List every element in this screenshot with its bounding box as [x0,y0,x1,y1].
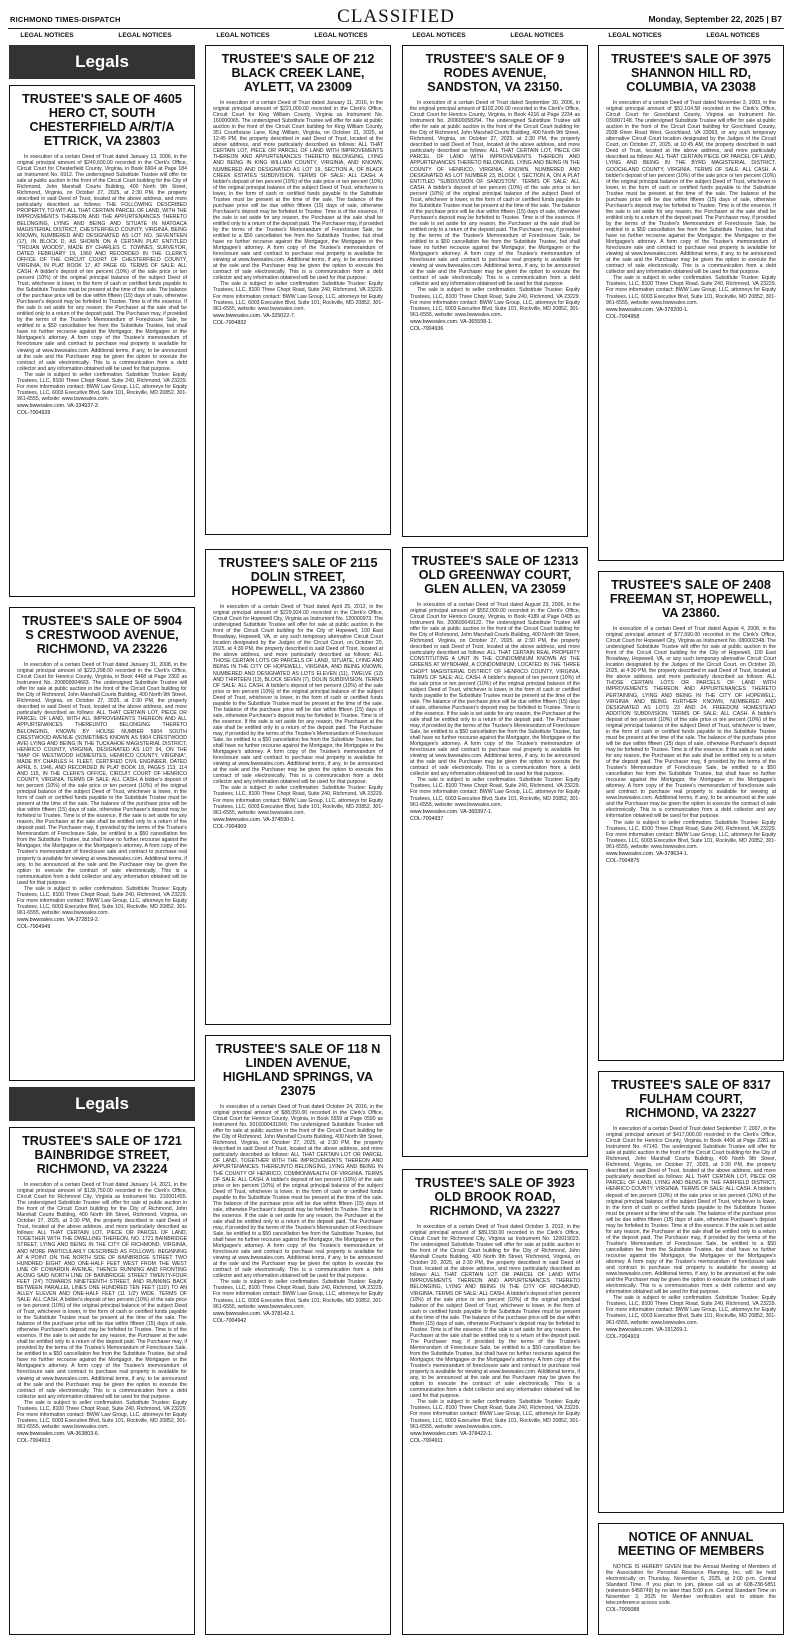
notice-body: In execution of a certain Deed of Trust dated January 31, 2008, in the original principal amount of $223,298.00 recorded in the Clerk's Office, Circuit Court for Henrico County, Virginia, in Book 4468 at Page 2302 as Instrument No. 200800004663. The undersigned Substitute Trustee will offer for sale at public auction in the front of the Circuit Court building for the City of Richmond, John Marshall Courts Building, 400 North 9th Street, Richmond, Virginia, on October 27, 2025, at 2:30 PM, the property described in said Deed of Trust, located at the above address, and more particularly described as follows: ALL THAT CERTAIN LOT, PIECE OR PARCEL OF LAND, WITH ALL IMPROVEMENTS THEREON AND ALL APPURTENANCES THEREUNTO BELONGING THERETO BELONGING, KNOWN BY HOUSE NUMBER 5904 SOUTH CRESTWOOD AVENUE (SOMETIMES KNOWN AS 5904 CRESTWOOD AVE) LYING AND BEING IN THE TUCKAHOE MAGISTERIAL DISTRICT, HENRICO COUNTY, VIRGINIA, DESIGNATED AS LOT 94, ON THE "MAP OF WESTWOOD HOMESITES, HENRICO COUNTY, VIRGINIA", MADE BY CHARLES H. FLEET, CERTIFIED CIVIL ENGINEER, DATED APRIL 5, 1946, AND RECORDED IN PLAT BOOK 18, PAGES 113, 114 AND 115, IN THE CLERK'S OFFICE, CIRCUIT COURT OF HENRICO COUNTY, VIRGINIA. TERMS OF SALE: ALL CASH. A bidder's deposit of ten percent (10%) of the sale price or ten percent (10%) of the original principal balance of the subject Deed of Trust, whichever is lower, in the form of cash or certified funds payable to the Substitute Trustee must be present at the time of the sale. The balance of the purchase price will be due within fifteen (15) days of sale, otherwise Purchaser's deposit may be forfeited to Trustee. Time is of the essence. If the sale is set aside for any reason, the Purchaser at the sale shall be entitled only to a return of the deposit paid. The Purchaser may, if provided by the terms of the Trustee's Memorandum of Foreclosure Sale, be entitled to a $50 cancellation fee from the Substitute Trustee, but shall have no further recourse against the Mortgagor, the Mortgagee or the Mortgagee's attorney. A form copy of the Trustee's memorandum of foreclosure sale and contract to purchase real property is available for viewing at www.bwwsales.com. Additional terms, if any, to be announced at the sale and the Purchaser may be given the option to execute the contract of sale electronically. This is a communication from a debt collector and any information obtained will be used for that purpose. [17,662,187,886]
notice-ref: www.bwwsales.com. VA-325022-7. [213,312,296,319]
legals-header: Legals [9,45,195,79]
notice-boilerplate: The sale is subject to seller confirmation. Substitute Trustee: Equity Trustees, LLC, 8100 Three Chopt Road, Suite 240, Richmond, VA 23229. For more information contact: BWW Law Group, LLC, attorneys for Equity Trustees, LLC, 6003 Executive Blvd, Suite 101, Rockville, MD 20852, 301-961-6555, website: www.bwwsales.com. [17,1399,187,1430]
notice-boilerplate: The sale is subject to seller confirmation. Substitute Trustee: Equity Trustees, LLC, 8100 Three Chopt Road, Suite 240, Richmond, VA 23229. For more information contact: BWW Law Group, LLC, attorneys for Equity Trustees, LLC, 6003 Executive Blvd, Suite 101, Rockville, MD 20852, 301-961-6555, website: www.bwwsales.com. [410,1399,580,1430]
notice-body: NOTICE IS HEREBY GIVEN that the Annual Meeting of Members of the Association for Personal Resource Planning, Inc. will be held electronically on Thursday, November 6, 2025, at 2:00 p.m. Central Standard Time. If you plan to join, please call us at 608-238-5851 (extension 6458749) by no later than 5:00 p.m. Central Standard Time on November 3, 2025 for Member verification and to obtain the teleconference access code. [606,1564,776,1607]
notice-title: TRUSTEE'S SALE OF 3975 SHANNON HILL RD, COLUMBIA, VA 23038 [611,52,771,94]
legal-notices-label: LEGAL NOTICES [20,32,74,39]
notice-title: NOTICE OF ANNUAL MEETING OF MEMBERS [617,1530,765,1558]
notice-body: In execution of a certain Deed of Trust dated April 25, 2012, in the original principal amount of $229,924.00 recorded in the Clerk's Office, Circuit Court for Hopewell City, Virginia as Instrument No. 120000973. The undersigned Substitute Trustee will offer for sale at public auction in the front of the Circuit Court building for the City of Hopewell, 100 East Broadway, Hopewell, VA, or any such temporary alternative Circuit Court location designated by the Judges of the Circuit Court, on October 20, 2025, at 4:30 PM, the property described in said Deed of Trust, located at the above address, and more particularly described as follows: ALL THOSE CERTAIN LOTS OR PARCELS OF LAND, SITUATE, LYING AND BEING IN THE CITY OF HOPEWELL, VIRGINIA, AND BEING KNOWN, NUMBERED AND DESIGNATED AS LOTS ELEVEN (11), TWELVE (12) AND THIRTEEN (13), BLOCK SEVEN (7), DOLIN SUBDIVISION. TERMS OF SALE: ALL CASH. A bidder's deposit of ten percent (10%) of the sale price or ten percent (10%) of the original principal balance of the subject Deed of Trust, whichever is lower, in the form of cash or certified funds payable to the Substitute Trustee must be present at the time of the sale. The balance of the purchase price will be due within fifteen (15) days of sale, otherwise Purchaser's deposit may be forfeited to Trustee. Time is of the essence. If the sale is set aside for any reason, the Purchaser at the sale shall be entitled only to a return of the deposit paid. The Purchaser may, if provided by the terms of the Trustee's Memorandum of Foreclosure Sale, be entitled to a $50 cancellation fee from the Substitute Trustee, but shall have no further recourse against the Mortgagor, the Mortgagee or the Mortgagee's attorney. A form copy of the Trustee's memorandum of foreclosure sale and contract to purchase real property is available for viewing at www.bwwsales.com. Additional terms, if any, to be announced at the sale and the Purchaser may be given the option to execute the contract of sale electronically. This is a communication from a debt collector and any information obtained will be used for that purpose. [213,604,383,786]
notice-title: TRUSTEE'S SALE OF 212 BLACK CREEK LANE, AYLETT, VA 23009 [221,52,375,94]
notice-title: TRUSTEE'S SALE OF 2115 DOLIN STREET, HOPEWELL, VA 23860 [218,556,378,598]
legal-notice [205,549,391,1025]
notice-col-id: COL-7004911 [410,1437,443,1444]
notice-col-id: COL-7004928 [17,409,51,416]
notice-col-id: COL-7004832 [213,319,247,326]
notice-ref: www.bwwsales.com. VA-374590-1. [213,816,296,823]
legal-notice [598,1071,784,1513]
notice-body: In execution of a certain Deed of Trust dated November 3, 2003, in the original principal amount of $52,104.58 recorded in the Clerk's Office, Circuit Court for Goochland County, Virginia as Instrument No. 030007148. The undersigned Substitute Trustee will offer for sale at public auction in the front of the Circuit Court building for Goochland County, 2938 River Road West, Goochland, VA 23063, or any such temporary alternative Circuit Court location designated by the Judges of the Circuit Court, on October 27, 2025, at 10:45 AM, the property described in said Deed of Trust, located at the above address, and more particularly described as follows: ALL THAT CERTAIN PIECE OR PARCEL OF LAND, LYING AND BEING IN THE BYRD MAGISTERIAL DISTRICT, GOOCHLAND COUNTY, VIRGINIA. TERMS OF SALE: ALL CASH. A bidder's deposit of ten percent (10%) of the sale price or ten percent (10%) of the original principal balance of the subject Deed of Trust, whichever is lower, in the form of cash or certified funds payable to the Substitute Trustee must be present at the time of the sale. The balance of the purchase price will be due within fifteen (15) days of sale, otherwise Purchaser's deposit may be forfeited to Trustee. Time is of the essence. If the sale is set aside for any reason, the Purchaser at the sale shall be entitled only to a return of the deposit paid. The Purchaser may, if provided by the terms of the Trustee's Memorandum of Foreclosure Sale, be entitled to a $50 cancellation fee from the Substitute Trustee, but shall have no further recourse against the Mortgagor, the Mortgagee or the Mortgagee's attorney. A form copy of the Trustee's memorandum of foreclosure sale and contract to purchase real property is available for viewing at www.bwwsales.com. Additional terms, if any, to be announced at the sale and the Purchaser may be given the option to execute the contract of sale electronically. This is a communication from a debt collector and any information obtained will be used for that purpose. [606,100,776,276]
notice-title: TRUSTEE'S SALE OF 3923 OLD BROOK ROAD, RICHMOND, VA 23227 [415,1176,575,1218]
legal-notice [9,607,195,1081]
notice-body: In execution of a certain Deed of Trust dated August 4, 2008, in the original principal amount of $77,690.00 recorded in the Clerk's Office, Circuit Court for Hopewell City, Virginia as Instrument No. 080002348. The undersigned Substitute Trustee will offer for sale at public auction in the front of the Circuit Court building for the City of Hopewell, 100 East Broadway, Hopewell, VA, or any such temporary alternative Circuit Court location designated by the Judges of the Circuit Court, on October 20, 2025, at 4:30 PM, the property described in said Deed of Trust, located at the above address, and more particularly described as follows: ALL THOSE CERTAIN LOTS OR PARCELS OF LAND WITH IMPROVEMENTS THEREON AND APPURTENANCES THERETO PERTAINING, LYING AND BEING IN THE CITY OF HOPEWELL, VIRGINIA AND BEING FURTHER KNOWN, NUMBERED AND DESIGNATED AS LOTS 23 AND 24, FREEDOM HOMESTEAD ADDITION SUBDIVISION. TERMS OF SALE: ALL CASH. A bidder's deposit of ten percent (10%) of the sale price or ten percent (10%) of the original principal balance of the subject Deed of Trust, whichever is lower, in the form of cash or certified funds payable to the Substitute Trustee must be present at the time of the sale. The balance of the purchase price will be due within fifteen (15) days of sale, otherwise Purchaser's deposit may be forfeited to Trustee. Time is of the essence. If the sale is set aside for any reason, the Purchaser at the sale shall be entitled only to a return of the deposit paid. The Purchaser may, if provided by the terms of the Trustee's Memorandum of Foreclosure Sale, be entitled to a $50 cancellation fee from the Substitute Trustee, but shall have no further recourse against the Mortgagor, the Mortgagee or the Mortgagee's attorney. A form copy of the Trustee's memorandum of foreclosure sale and contract to purchase real property is available for viewing at www.bwwsales.com. Additional terms, if any, to be announced at the sale and the Purchaser may be given the option to execute the contract of sale electronically. This is a communication from a debt collector and any information obtained will be used for that purpose. [606,626,776,820]
notice-body: In execution of a certain Deed of Trust dated September 7, 2007, in the original principal amount of $417,000.00 recorded in the Clerk's Office, Circuit Court for Henrico County, Virginia, in Book 4406 at Page 2281 as Instrument No. 47140. The undersigned Substitute Trustee will offer for sale at public auction in the front of the Circuit Court building for the City of Richmond, John Marshall Courts Building, 400 North 9th Street, Richmond, Virginia, on October 27, 2025, at 2:30 PM, the property described in said Deed of Trust, located at the above address, and more particularly described as follows: ALL THAT CERTAIN LOT, PIECE OR PARCEL OF LAND, LYING AND BEING IN THE FAIRFIELD DISTRICT, HENRICO COUNTY, VIRGINIA. TERMS OF SALE: ALL CASH. A bidder's deposit of ten percent (10%) of the sale price or ten percent (10%) of the original principal balance of the subject Deed of Trust, whichever is lower, in the form of cash or certified funds payable to the Substitute Trustee must be present at the time of the sale. The balance of the purchase price will be due within fifteen (15) days of sale, otherwise Purchaser's deposit may be forfeited to Trustee. Time is of the essence. If the sale is set aside for any reason, the Purchaser at the sale shall be entitled only to a return of the deposit paid. The Purchaser may, if provided by the terms of the Trustee's Memorandum of Foreclosure Sale, be entitled to a $50 cancellation fee from the Substitute Trustee, but shall have no further recourse against the Mortgagor, the Mortgagee or the Mortgagee's attorney. A form copy of the Trustee's memorandum of foreclosure sale and contract to purchase real property is available for viewing at www.bwwsales.com. Additional terms, if any, to be announced at the sale and the Purchaser may be given the option to execute the contract of sale electronically. This is a communication from a debt collector and any information obtained will be used for that purpose. [606,1126,776,1296]
notice-body: In execution of a certain Deed of Trust dated September 30, 2006, in the original principal amount of $102,200.00 recorded in the Clerk's Office, Circuit Court for Henrico County, Virginia, in Book 4216 at Page 2234 as Instrument No. 200600058294. The undersigned Substitute Trustee will offer for sale at public auction in the front of the Circuit Court building for the City of Richmond, John Marshall Courts Building, 400 North 9th Street, Richmond, Virginia, on October 27, 2025, at 2:30 PM, the property described in said Deed of Trust, located at the above address, and more particularly described as follows: ALL THAT CERTAIN LOT, PIECE OR PARCEL OF LAND WITH IMPROVEMENTS THEREON AND APPURTENANCES THERETO BELONGING, LYING AND BEING IN THE COUNTY OF HENRICO, VIRGINIA, KNOWN, NUMBERED AND DESIGNATED AS LOT NUMBER 23, BLOCK I, SECTION A, ON A PLAT ENTITLED "SUBDIVISION OF SANDSTON". TERMS OF SALE: ALL CASH. A bidder's deposit of ten percent (10%) of the sale price or ten percent (10%) of the original principal balance of the subject Deed of Trust, whichever is lower, in the form of cash or certified funds payable to the Substitute Trustee must be present at the time of the sale. The balance of the purchase price will be due within fifteen (15) days of sale, otherwise Purchaser's deposit may be forfeited to Trustee. Time is of the essence. If the sale is set aside for any reason, the Purchaser at the sale shall be entitled only to a return of the deposit paid. The Purchaser may, if provided by the terms of the Trustee's Memorandum of Foreclosure Sale, be entitled to a $50 cancellation fee from the Substitute Trustee, but shall have no further recourse against the Mortgagor, the Mortgagee or the Mortgagee's attorney. A form copy of the Trustee's memorandum of foreclosure sale and contract to purchase real property is available for viewing at www.bwwsales.com. Additional terms, if any, to be announced at the sale and the Purchaser may be given the option to execute the contract of sale electronically. This is a communication from a debt collector and any information obtained will be used for that purpose. [410,100,580,288]
legal-notice [598,45,784,561]
notice-ref: www.bwwsales.com. VA-372819-2. [17,916,100,923]
notice-col-id: COL-7005088 [606,1607,640,1614]
notice-title: TRUSTEE'S SALE OF 8317 FULHAM COURT, RICHMOND, VA 23227 [611,1078,771,1120]
notice-boilerplate: The sale is subject to seller confirmation. Substitute Trustee: Equity Trustees, LLC, 8100 Three Chopt Road, Suite 240, Richmond, VA 23229. For more information contact: BWW Law Group, LLC, attorneys for Equity Trustees, LLC, 6003 Executive Blvd, Suite 101, Rockville, MD 20852, 301-961-6555, website: www.bwwsales.com. [213,1279,383,1310]
notice-body: In execution of a certain Deed of Trust dated January 11, 2016, in the original principal amount of $221,000.00 recorded in the Clerk's Office, Circuit Court for King William County, Virginia as Instrument No. 160000065. The undersigned Substitute Trustee will offer for sale at public auction in the front of the Circuit Court building for King William County, 351 Courthouse Lane, King William, Virginia, on October 21, 2025, at 12:45 PM, the property described in said Deed of Trust, located at the above address, and more particularly described as follows: ALL THAT CERTAIN LOT, PIECE OR PARCEL OF LAND WITH IMPROVEMENTS THEREON AND APPURTENANCES THERETO BELONGING, LYING AND BEING IN KING WILLIAM COUNTY, VIRGINIA, AND KNOWN, NUMBERED AND DESIGNATED AS LOT 19, SECTION A, OF BLACK CREEK ESTATES SUBDIVISION. TERMS OF SALE: ALL CASH. A bidder's deposit of ten percent (10%) of the sale price or ten percent (10%) of the original principal balance of the subject Deed of Trust, whichever is lower, in the form of cash or certified funds payable to the Substitute Trustee must be present at the time of the sale. The balance of the purchase price will be due within fifteen (15) days of sale, otherwise Purchaser's deposit may be forfeited to Trustee. Time is of the essence. If the sale is set aside for any reason, the Purchaser at the sale shall be entitled only to a return of the deposit paid. The Purchaser may, if provided by the terms of the Trustee's Memorandum of Foreclosure Sale, be entitled to a $50 cancellation fee from the Substitute Trustee, but shall have no further recourse against the Mortgagor, the Mortgagee or the Mortgagee's attorney. A form copy of the Trustee's memorandum of foreclosure sale and contract to purchase real property is available for viewing at www.bwwsales.com. Additional terms, if any, to be announced at the sale and the Purchaser may be given the option to execute the contract of sale electronically. This is a communication from a debt collector and any information obtained will be used for that purpose. [213,100,383,282]
notice-col-id: COL-7004913 [17,1437,51,1444]
legal-notice [205,1035,391,1635]
legal-notices-label: LEGAL NOTICES [608,32,662,39]
notice-body: In execution of a certain Deed of Trust dated January 13, 2006, in the original principal amount of $240,600.00 recorded in the Clerk's Office, Circuit Court for Chesterfield County, Virginia, in Book 6904 at Page 184 as Instrument No. 6912. The undersigned Substitute Trustee will offer for sale at public auction in the front of the Circuit Court building for the City of Richmond, John Marshall Courts Building, 400 North 9th Street, Richmond, Virginia, on October 27, 2025, at 2:30 PM, the property described in said Deed of Trust, located at the above address, and more particularly described as follows: THE FOLLOWING DESCRIBED PROPERTY, TO-WIT: ALL THAT CERTAIN PARCEL OF LAND, WITH THE IMPROVEMENTS THEREON AND THE APPURTENANCES THERETO BELONGING, LYING AND BEING AND SITUATE IN MATOACA MAGISTERIAL DISTRICT, CHESTERFIELD COUNTY, VIRGINIA, BEING KNOWN, NUMBERED AND DESIGNATED AS LOT NO. SEVENTEEN (17), IN BLOCK D, AS SHOWN ON A CERTAIN PLAT ENTITLED "TROJAN WOODS", MADE BY CHARLES C. TOWNES, SURVEYOR, DATED FEBRUARY 19, 1960 AND RECORDED IN THE CLERK'S OFFICE OF THE CIRCUIT COURT OF CHESTERFIELD COUNTY, VIRGINIA, IN PLAT BOOK 17, AT PAGE 69. TERMS OF SALE: ALL CASH. A bidder's deposit of ten percent (10%) of the sale price or ten percent (10%) of the original principal balance of the subject Deed of Trust, whichever is lower, in the form of cash or certified funds payable to the Substitute Trustee must be present at the time of the sale. The balance of the purchase price will be due within fifteen (15) days of sale, otherwise Purchaser's deposit may be forfeited to Trustee. Time is of the essence. If the sale is set aside for any reason, the Purchaser at the sale shall be entitled only to a return of the deposit paid. The Purchaser may, if provided by the terms of the Trustee's Memorandum of Foreclosure Sale, be entitled to a $50 cancellation fee from the Substitute Trustee, but shall have no further recourse against the Mortgagor, the Mortgagee or the Mortgagee's attorney. A form copy of the Trustee's memorandum of foreclosure sale and contract to purchase real property is available for viewing at www.bwwsales.com. Additional terms, if any, to be announced at the sale and the Purchaser may be given the option to execute the contract of sale electronically. This is a communication from a debt collector and any information obtained will be used for that purpose. [17,154,187,372]
notice-ref: www.bwwsales.com. VA-191269-1. [606,1326,689,1333]
notice-body: In execution of a certain Deed of Trust dated October 3, 2012, in the original principal amount of $89,150.00 recorded in the Clerk's Office, Circuit Court for Richmond City, Virginia as Instrument No. 120019023. The undersigned Substitute Trustee will offer for sale at public auction in the front of the Circuit Court building for the City of Richmond, John Marshall Courts Building, 400 North 9th Street, Richmond, Virginia, on October 20, 2025, at 2:30 PM, the property described in said Deed of Trust, located at the above address, and more particularly described as follows: ALL THAT CERTAIN LOT OR PARCEL OF LAND WITH IMPROVEMENTS THEREON AND APPURTENANCES THERETO BELONGING, LYING AND BEING IN THE CITY OF RICHMOND, VIRGINIA. TERMS OF SALE: ALL CASH. A bidder's deposit of ten percent (10%) of the sale price or ten percent (10%) of the original principal balance of the subject Deed of Trust, whichever is lower, in the form of cash or certified funds payable to the Substitute Trustee must be present at the time of the sale. The balance of the purchase price will be due within fifteen (15) days of sale, otherwise Purchaser's deposit may be forfeited to Trustee. Time is of the essence. If the sale is set aside for any reason, the Purchaser at the sale shall be entitled only to a return of the deposit paid. The Purchaser may, if provided by the terms of the Trustee's Memorandum of Foreclosure Sale, be entitled to a $50 cancellation fee from the Substitute Trustee, but shall have no further recourse against the Mortgagor, the Mortgagee or the Mortgagee's attorney. A form copy of the Trustee's memorandum of foreclosure sale and contract to purchase real property is available for viewing at www.bwwsales.com. Additional terms, if any, to be announced at the sale and the Purchaser may be given the option to execute the contract of sale electronically. This is a communication from a debt collector and any information obtained will be used for that purpose. [410,1224,580,1400]
legal-notice [402,1169,588,1635]
notice-ref: www.bwwsales.com. VA-363803-6. [17,1430,100,1437]
notice-title: TRUSTEE'S SALE OF 1721 BAINBRIDGE STREET, RICHMOND, VA 23224 [22,1134,182,1176]
paper-name: RICHMOND TIMES-DISPATCH [10,15,121,24]
notice-ref: www.bwwsales.com. VA-365598-1. [410,318,493,325]
notice-col-id: COL-7004942 [213,1317,247,1324]
notice-boilerplate: The sale is subject to seller confirmation. Substitute Trustee: Equity Trustees, LLC, 8100 Three Chopt Road, Suite 240, Richmond, VA 23229. For more information contact: BWW Law Group, LLC, attorneys for Equity Trustees, LLC, 6003 Executive Blvd, Suite 101, Rockville, MD 20852, 301-961-6555, website: www.bwwsales.com. [17,885,187,916]
legal-notices-label: LEGAL NOTICES [510,32,564,39]
masthead [8,6,784,29]
section-title: CLASSIFIED [337,6,455,27]
legal-notices-label: LEGAL NOTICES [706,32,760,39]
notice-ref: www.bwwsales.com. VA-378634-1. [606,850,689,857]
legal-notice [402,45,588,537]
notice-col-id: COL-7004949 [17,923,51,930]
notice-boilerplate: The sale is subject to seller confirmation. Substitute Trustee: Equity Trustees, LLC, 8100 Three Chopt Road, Suite 240, Richmond, VA 23229. For more information contact: BWW Law Group, LLC, attorneys for Equity Trustees, LLC, 6003 Executive Blvd, Suite 101, Rockville, MD 20852, 301-961-6555, website: www.bwwsales.com. [213,281,383,312]
notice-col-id: COL-7004875 [606,857,640,864]
legal-notices-label: LEGAL NOTICES [412,32,466,39]
notice-boilerplate: The sale is subject to seller confirmation. Substitute Trustee: Equity Trustees, LLC, 8100 Three Chopt Road, Suite 240, Richmond, VA 23229. For more information contact: BWW Law Group, LLC, attorneys for Equity Trustees, LLC, 6003 Executive Blvd, Suite 101, Rockville, MD 20852, 301-961-6555, website: www.bwwsales.com. [17,371,187,402]
notice-boilerplate: The sale is subject to seller confirmation. Substitute Trustee: Equity Trustees, LLC, 8100 Three Chopt Road, Suite 240, Richmond, VA 23229. For more information contact: BWW Law Group, LLC, attorneys for Equity Trustees, LLC, 6003 Executive Blvd, Suite 101, Rockville, MD 20852, 301-961-6555, website: www.bwwsales.com. [410,777,580,808]
notice-title: TRUSTEE'S SALE OF 5904 S CRESTWOOD AVENUE, RICHMOND, VA 23226 [22,614,182,656]
notice-title: TRUSTEE'S SALE OF 9 RODES AVENUE, SANDSTON, VA 23150. [425,52,565,94]
notice-title: TRUSTEE'S SALE OF 4605 HERO CT, SOUTH CHESTERFIELD A/R/T/A ETTRICK, VA 23803 [22,92,182,148]
notice-ref: www.bwwsales.com. VA-378422-1. [410,1430,493,1437]
notice-body: In execution of a certain Deed of Trust dated January 14, 2021, in the original principal amount of $139,750.00 recorded in the Clerk's Office, Circuit Court for Richmond City, Virginia as Instrument No. 210001455. The undersigned Substitute Trustee will offer for sale at public auction in the front of the Circuit Court building for the City of Richmond, John Marshall Courts Building, 400 North 9th Street, Richmond, Virginia, on October 27, 2025, at 2:30 PM, the property described in said Deed of Trust, located at the above address, and more particularly described as follows: ALL THAT CERTAIN LOT, PIECE OR PARCEL OF LAND, TOGETHER WITH THE DWELLING THEREON, NO. 1721 BAINBRIDGE STREET, LYING AND BEING IN THE CITY OF RICHMOND, VIRGINIA, AND MORE PARTICULARLY DESCRIBED AS FOLLOWS: BEGINNING AT A POINT ON THE NORTH SIDE OF BAINBRIDGE STREET TWO HUNDRED EIGHT AND ONE-HALF FEET WEST FROM THE WEST LINE OF COWARDIN AVENUE, THENCE RUNNING AND FRONTING ALONG SAID NORTH LINE OF BAINBRIDGE STREET TWENTY-FOUR FEET (24') TOWARDS NINETEENTH STREET, AND RUNNING BACK BETWEEN PARALLEL LINES ONE HUNDRED TEN FEET (110') TO AN ALLEY ELEVEN AND ONE-HALF FEET (11 1/2') WIDE. TERMS OF SALE: ALL CASH. A bidder's deposit of ten percent (10%) of the sale price or ten percent (10%) of the original principal balance of the subject Deed of Trust, whichever is lower, in the form of cash or certified funds payable to the Substitute Trustee must be present at the time of the sale. The balance of the purchase price will be due within fifteen (15) days of sale, otherwise Purchaser's deposit may be forfeited to Trustee. Time is of the essence. If the sale is set aside for any reason, the Purchaser at the sale shall be entitled only to a return of the deposit paid. The Purchaser may, if provided by the terms of the Trustee's Memorandum of Foreclosure Sale, be entitled to a $50 cancellation fee from the Substitute Trustee, but shall have no further recourse against the Mortgagor, the Mortgagee or the Mortgagee's attorney. A form copy of the Trustee's memorandum of foreclosure sale and contract to purchase real property is available for viewing at www.bwwsales.com. Additional terms, if any, to be announced at the sale and the Purchaser may be given the option to execute the contract of sale electronically. This is a communication from a debt collector and any information obtained will be used for that purpose. [17,1182,187,1400]
legals-header: Legals [9,1087,195,1121]
legal-notice [598,571,784,1061]
date-page: Monday, September 22, 2025 | B7 [648,14,782,24]
notice-ref: www.bwwsales.com. VA-378142-1. [213,1310,296,1317]
notice-boilerplate: The sale is subject to seller confirmation. Substitute Trustee: Equity Trustees, LLC, 8100 Three Chopt Road, Suite 240, Richmond, VA 23229. For more information contact: BWW Law Group, LLC, attorneys for Equity Trustees, LLC, 6003 Executive Blvd, Suite 101, Rockville, MD 20852, 301-961-6555, website: www.bwwsales.com. [606,819,776,850]
legal-notices-label: LEGAL NOTICES [118,32,172,39]
notice-boilerplate: The sale is subject to seller confirmation. Substitute Trustee: Equity Trustees, LLC, 8100 Three Chopt Road, Suite 240, Richmond, VA 23229. For more information contact: BWW Law Group, LLC, attorneys for Equity Trustees, LLC, 6003 Executive Blvd, Suite 101, Rockville, MD 20852, 301-961-6555, website: www.bwwsales.com. [606,1295,776,1326]
legal-notice [598,1523,784,1635]
legal-notice [9,1127,195,1635]
notice-col-id: COL-7004936 [410,325,444,332]
notice-body: In execution of a certain Deed of Trust dated August 23, 2006, in the original principal amount of $552,000.00 recorded in the Clerk's Office, Circuit Court for Henrico County, Virginia, in Book 4189 at Page 0405 as Instrument No. 200600049122. The undersigned Substitute Trustee will offer for sale at public auction in the front of the Circuit Court building for the City of Richmond, John Marshall Courts Building, 400 North 9th Street, Richmond, Virginia, on October 27, 2025, at 2:30 PM, the property described in said Deed of Trust, located at the above address, and more particularly described as follows: ALL THAT CERTAIN REAL PROPERTY CONSTITUTING A UNIT IN THE CONDOMINIUM KNOWN AS THE GREENS AT WYNDHAM, A CONDOMINIUM, LOCATED IN THE THREE CHOPT MAGISTERIAL DISTRICT OF HENRICO COUNTY, VIRGINIA. TERMS OF SALE: ALL CASH. A bidder's deposit of ten percent (10%) of the sale price or ten percent (10%) of the original principal balance of the subject Deed of Trust, whichever is lower, in the form of cash or certified funds payable to the Substitute Trustee must be present at the time of the sale. The balance of the purchase price will be due within fifteen (15) days of sale, otherwise Purchaser's deposit may be forfeited to Trustee. Time is of the essence. If the sale is set aside for any reason, the Purchaser at the sale shall be entitled only to a return of the deposit paid. The Purchaser may, if provided by the terms of the Trustee's Memorandum of Foreclosure Sale, be entitled to a $50 cancellation fee from the Substitute Trustee, but shall have no further recourse against the Mortgagor, the Mortgagee or the Mortgagee's attorney. A form copy of the Trustee's memorandum of foreclosure sale and contract to purchase real property is available for viewing at www.bwwsales.com. Additional terms, if any, to be announced at the sale and the Purchaser may be given the option to execute the contract of sale electronically. This is a communication from a debt collector and any information obtained will be used for that purpose. [410,602,580,778]
notice-title: TRUSTEE'S SALE OF 2408 FREEMAN ST, HOPEWELL, VA 23860. [609,578,773,620]
notice-boilerplate: The sale is subject to seller confirmation. Substitute Trustee: Equity Trustees, LLC, 8100 Three Chopt Road, Suite 240, Richmond, VA 23229. For more information contact: BWW Law Group, LLC, attorneys for Equity Trustees, LLC, 6003 Executive Blvd, Suite 101, Rockville, MD 20852, 301-961-6555, website: www.bwwsales.com. [410,287,580,318]
notice-boilerplate: The sale is subject to seller confirmation. Substitute Trustee: Equity Trustees, LLC, 8100 Three Chopt Road, Suite 240, Richmond, VA 23229. For more information contact: BWW Law Group, LLC, attorneys for Equity Trustees, LLC, 6003 Executive Blvd, Suite 101, Rockville, MD 20852, 301-961-6555, website: www.bwwsales.com. [213,785,383,816]
notice-boilerplate: The sale is subject to seller confirmation. Substitute Trustee: Equity Trustees, LLC, 8100 Three Chopt Road, Suite 240, Richmond, VA 23229. For more information contact: BWW Law Group, LLC, attorneys for Equity Trustees, LLC, 6003 Executive Blvd, Suite 101, Rockville, MD 20852, 301-961-6555, website: www.bwwsales.com. [606,275,776,306]
notice-col-id: COL-7004937 [410,815,444,822]
notice-col-id: COL-7004958 [606,313,640,320]
notice-title: TRUSTEE'S SALE OF 12313 OLD GREENWAY COURT, GLEN ALLEN, VA 23059 [411,554,579,596]
notice-title: TRUSTEE'S SALE OF 118 N LINDEN AVENUE, HIGHLAND SPRINGS, VA 23075 [215,1042,381,1098]
notice-ref: www.bwwsales.com. VA-378200-1. [606,306,689,313]
legal-notice [205,45,391,535]
notice-ref: www.bwwsales.com. VA-360397-1. [410,808,493,815]
notice-ref: www.bwwsales.com. VA-334937-3 [17,402,98,409]
legal-notices-label: LEGAL NOTICES [216,32,270,39]
notice-col-id: COL-7004919 [606,1333,640,1340]
legal-notice [9,85,195,597]
legal-notices-row [8,32,784,42]
notice-col-id: COL-7004909 [213,823,247,830]
legal-notice [402,547,588,1157]
notice-body: In execution of a certain Deed of Trust dated October 24, 2016, in the original principal amount of $88,050.00 recorded in the Clerk's Office, Circuit Court for Henrico County, Virginia, in Book 5559 at Page 0590 as Instrument No. 2016000431849. The undersigned Substitute Trustee will offer for sale at public auction in the front of the Circuit Court building for the City of Richmond, John Marshall Courts Building, 400 North 9th Street, Richmond, Virginia, on October 27, 2025, at 2:30 PM, the property described in said Deed of Trust, located at the above address, and more particularly described as follows: ALL THAT CERTAIN LOT OR PARCEL OF LAND, TOGETHER WITH THE IMPROVEMENTS THEREON AND APPURTENANCES THEREUNTO BELONGING, LYING AND BEING IN THE COUNTY OF HENRICO, COMMONWEALTH OF VIRGINIA. TERMS OF SALE: ALL CASH. A bidder's deposit of ten percent (10%) of the sale price or ten percent (10%) of the original principal balance of the subject Deed of Trust, whichever is lower, in the form of cash or certified funds payable to the Substitute Trustee must be present at the time of the sale. The balance of the purchase price will be due within fifteen (15) days of sale, otherwise Purchaser's deposit may be forfeited to Trustee. Time is of the essence. If the sale is set aside for any reason, the Purchaser at the sale shall be entitled only to a return of the deposit paid. The Purchaser may, if provided by the terms of the Trustee's Memorandum of Foreclosure Sale, be entitled to a $50 cancellation fee from the Substitute Trustee, but shall have no further recourse against the Mortgagor, the Mortgagee or the Mortgagee's attorney. A form copy of the Trustee's memorandum of foreclosure sale and contract to purchase real property is available for viewing at www.bwwsales.com. Additional terms, if any, to be announced at the sale and the Purchaser may be given the option to execute the contract of sale electronically. This is a communication from a debt collector and any information obtained will be used for that purpose. [213,1104,383,1280]
legal-notices-label: LEGAL NOTICES [314,32,368,39]
